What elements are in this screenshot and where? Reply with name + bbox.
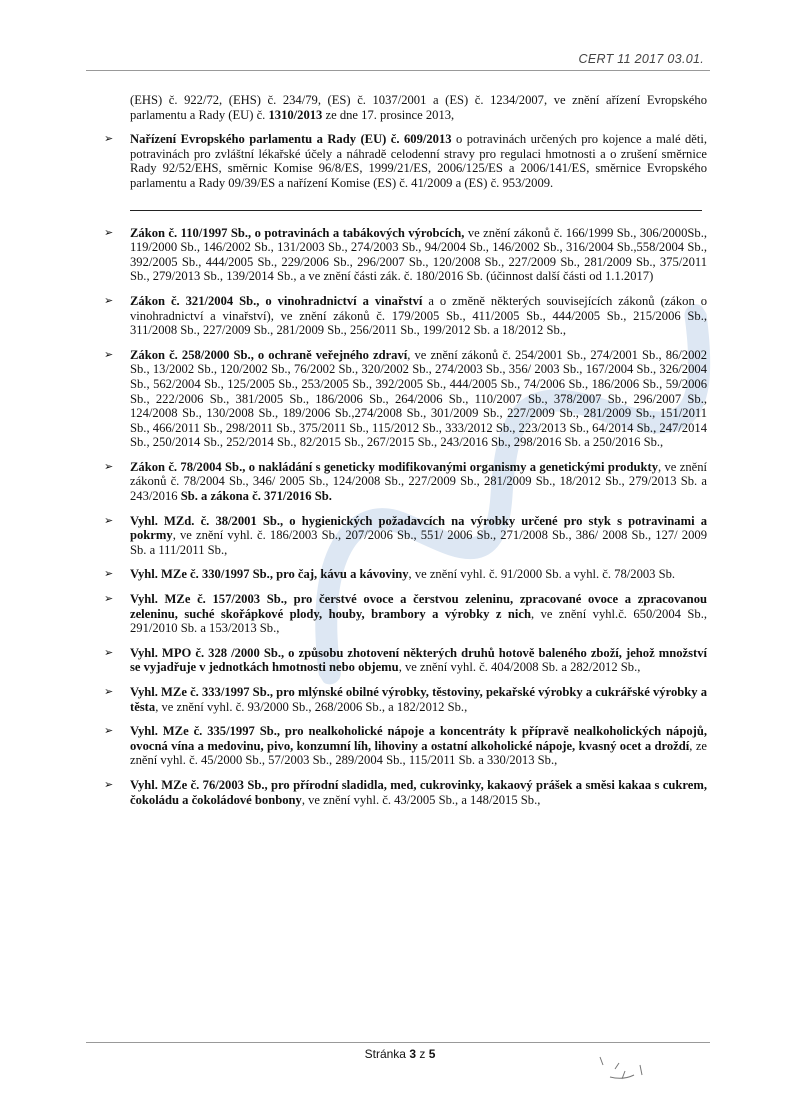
header-rule (86, 70, 710, 71)
arrow-bullet-icon: ➢ (104, 225, 114, 239)
arrow-bullet-icon: ➢ (104, 685, 114, 698)
page-number: Stránka 3 z 5 (364, 1047, 436, 1061)
list-item: ➢ Nařízení Evropského parlamentu a Rady (EU) č. 609/2013 o potravinách určených pro kojence a malé děti, potravinách pro zvláštní lékařské účely a náhradě celodenní stravy pro regulaci hmotnosti a o zrušení směrnice Rady 92/52/EHS, směrnic Komise 96/8/ES, 1999/21/ES, 2006/125/ES a 2006/141/ES, směrnice Evropského parlamentu a Rady 09/39/ES a nařízení Komise (ES) č. 41/2009 a (ES) č. 953/2009. (104, 132, 708, 190)
footer-rule (86, 1042, 710, 1043)
arrow-bullet-icon: ➢ (104, 645, 114, 659)
section-divider (130, 210, 702, 211)
arrow-bullet-icon: ➢ (104, 513, 114, 527)
document-code: CERT 11 2017 03.01. (578, 52, 704, 66)
list-item: ➢ Vyhl. MZd. č. 38/2001 Sb., o hygienických požadavcích na výrobky určené pro styk s potravinami a pokrmy, ve znění vyhl. č. 186/2003 Sb., 207/2006 Sb., 551/ 2006 Sb., 271/2008 Sb., 386/ 2008 Sb., 127/ 2009 Sb. a 111/2011 Sb., (104, 513, 707, 557)
list-item: ➢ Zákon č. 78/2004 Sb., o nakládání s geneticky modifikovanými organismy a genetickými produkty, ve znění zákonů č. 78/2004 Sb., 346/ 2005 Sb., 124/2008 Sb., 227/2009 Sb., 281/2009 Sb., 18/2012 Sb., 279/2013 Sb. a 243/2016 Sb. a zákona č. 371/2016 Sb. (104, 459, 707, 504)
arrow-bullet-icon: ➢ (104, 347, 114, 361)
list-item: ➢ Vyhl. MZe č. 335/1997 Sb., pro nealkoholické nápoje a koncentráty k přípravě nealkoholických nápojů, ovocná vína a medovinu, pivo, konzumní líh, lihoviny a ostatní alkoholické nápoje, kvasný ocet a droždí, ze znění vyhl. č. 45/2000 Sb., 57/2003 Sb., 289/2004 Sb., 115/2011 Sb. a 330/2013 Sb., (104, 724, 707, 768)
intro-paragraph: (EHS) č. 922/72, (EHS) č. 234/79, (ES) č. 1037/2001 a (ES) č. 1234/2007, ve znění ařízení Evropského parlamentu a Rady (EU) č. 1310/2013 ze dne 17. prosince 2013, (130, 93, 707, 122)
arrow-bullet-icon: ➢ (104, 592, 114, 606)
list-item: ➢ Vyhl. MPO č. 328 /2000 Sb., o způsobu zhotovení některých druhů hotově baleného zboží, jehož množství se vyjadřuje v jednotkách hmotnosti nebo objemu, ve znění vyhl. č. 404/2008 Sb. a 282/2012 Sb., (104, 645, 707, 675)
list-item: ➢ Vyhl. MZe č. 76/2003 Sb., pro přírodní sladidla, med, cukrovinky, kakaový prášek a směsi kakaa s cukrem, čokoládu a čokoládové bonbony, ve znění vyhl. č. 43/2005 Sb., a 148/2015 Sb., (104, 777, 707, 807)
arrow-bullet-icon: ➢ (104, 132, 114, 146)
arrow-bullet-icon: ➢ (104, 777, 114, 791)
arrow-bullet-icon: ➢ (104, 724, 114, 738)
document-body (104, 93, 707, 807)
arrow-bullet-icon: ➢ (104, 567, 114, 581)
list-item: ➢ Zákon č. 321/2004 Sb., o vinohradnictví a vinařství a o změně některých souvisejících zákonů (zákon o vinohradnictví a vinařství), ve znění zákonů č. 179/2005 Sb., 411/2005 Sb., 444/2005 Sb., 215/2006 Sb., 311/2008 Sb., 227/2009 Sb., 281/2009 Sb., 256/2011 Sb., 199/2012 Sb. a 18/2012 Sb., (104, 293, 707, 338)
handwritten-initials-icon (580, 1055, 660, 1085)
list-item: ➢ Vyhl. MZe č. 157/2003 Sb., pro čerstvé ovoce a čerstvou zeleninu, zpracované ovoce a zpracovanou zeleninu, suché skořápkové plody, houby, brambory a výrobky z nich, ve znění vyhl.č. 650/2004 Sb., 291/2010 Sb. a 153/2013 Sb., (104, 592, 707, 636)
arrow-bullet-icon: ➢ (104, 459, 114, 473)
legislation-list (104, 226, 707, 808)
list-item: ➢ Zákon č. 110/1997 Sb., o potravinách a tabákových výrobcích, ve znění zákonů č. 166/1999 Sb., 306/2000Sb., 119/2000 Sb., 146/2002 Sb., 131/2003 Sb., 274/2003 Sb., 94/2004 Sb., 146/2002 Sb., 316/2004 Sb.,558/2004 Sb., 392/2005 Sb., 444/2005 Sb., 229/2006 Sb., 296/2007 Sb., 120/2008 Sb., 227/2009 Sb., 281/2009 Sb., 375/2011 Sb., 279/2013 Sb., 139/2014 Sb., a ve znění části zák. č. 180/2016 Sb. (účinnost další části od 1.1.2017) (104, 225, 707, 284)
list-item: ➢ Vyhl. MZe č. 333/1997 Sb., pro mlýnské obilné výrobky, těstoviny, pekařské výrobky a cukrářské výrobky a těsta, ve znění vyhl. č. 93/2000 Sb., 268/2006 Sb., a 182/2012 Sb., (104, 685, 707, 714)
arrow-bullet-icon: ➢ (104, 293, 114, 307)
list-item: ➢ Vyhl. MZe č. 330/1997 Sb., pro čaj, kávu a kávoviny, ve znění vyhl. č. 91/2000 Sb. a vyhl. č. 78/2003 Sb. (104, 567, 676, 582)
list-item: ➢ Zákon č. 258/2000 Sb., o ochraně veřejného zdraví, ve znění zákonů č. 254/2001 Sb., 274/2001 Sb., 86/2002 Sb., 13/2002 Sb., 120/2002 Sb., 76/2002 Sb., 320/2002 Sb., 274/2003 Sb., 356/ 2003 Sb., 167/2004 Sb., 326/2004 Sb., 562/2004 Sb., 125/2005 Sb., 253/2005 Sb., 392/2005 Sb., 444/2005 Sb., 74/2006 Sb., 186/2006 Sb., 59/2006 Sb., 222/2006 Sb., 381/2005 Sb., 186/2006 Sb., 264/2006 Sb., 110/2007 Sb., 378/2007 Sb., 296/2007 Sb., 124/2008 Sb., 130/2008 Sb., 189/2006 Sb.,274/2008 Sb., 301/2009 Sb., 227/2009 Sb., 281/2009 Sb., 151/2011 Sb., 466/2011 Sb., 298/2011 Sb., 375/2011 Sb., 115/2012 Sb., 333/2012 Sb., 223/2013 Sb., 64/2014 Sb., 247/2014 Sb., 250/2014 Sb., 252/2014 Sb., 82/2015 Sb., 267/2015 Sb., 243/2016 Sb., 298/2016 Sb. a 250/2016 Sb., (104, 347, 707, 450)
